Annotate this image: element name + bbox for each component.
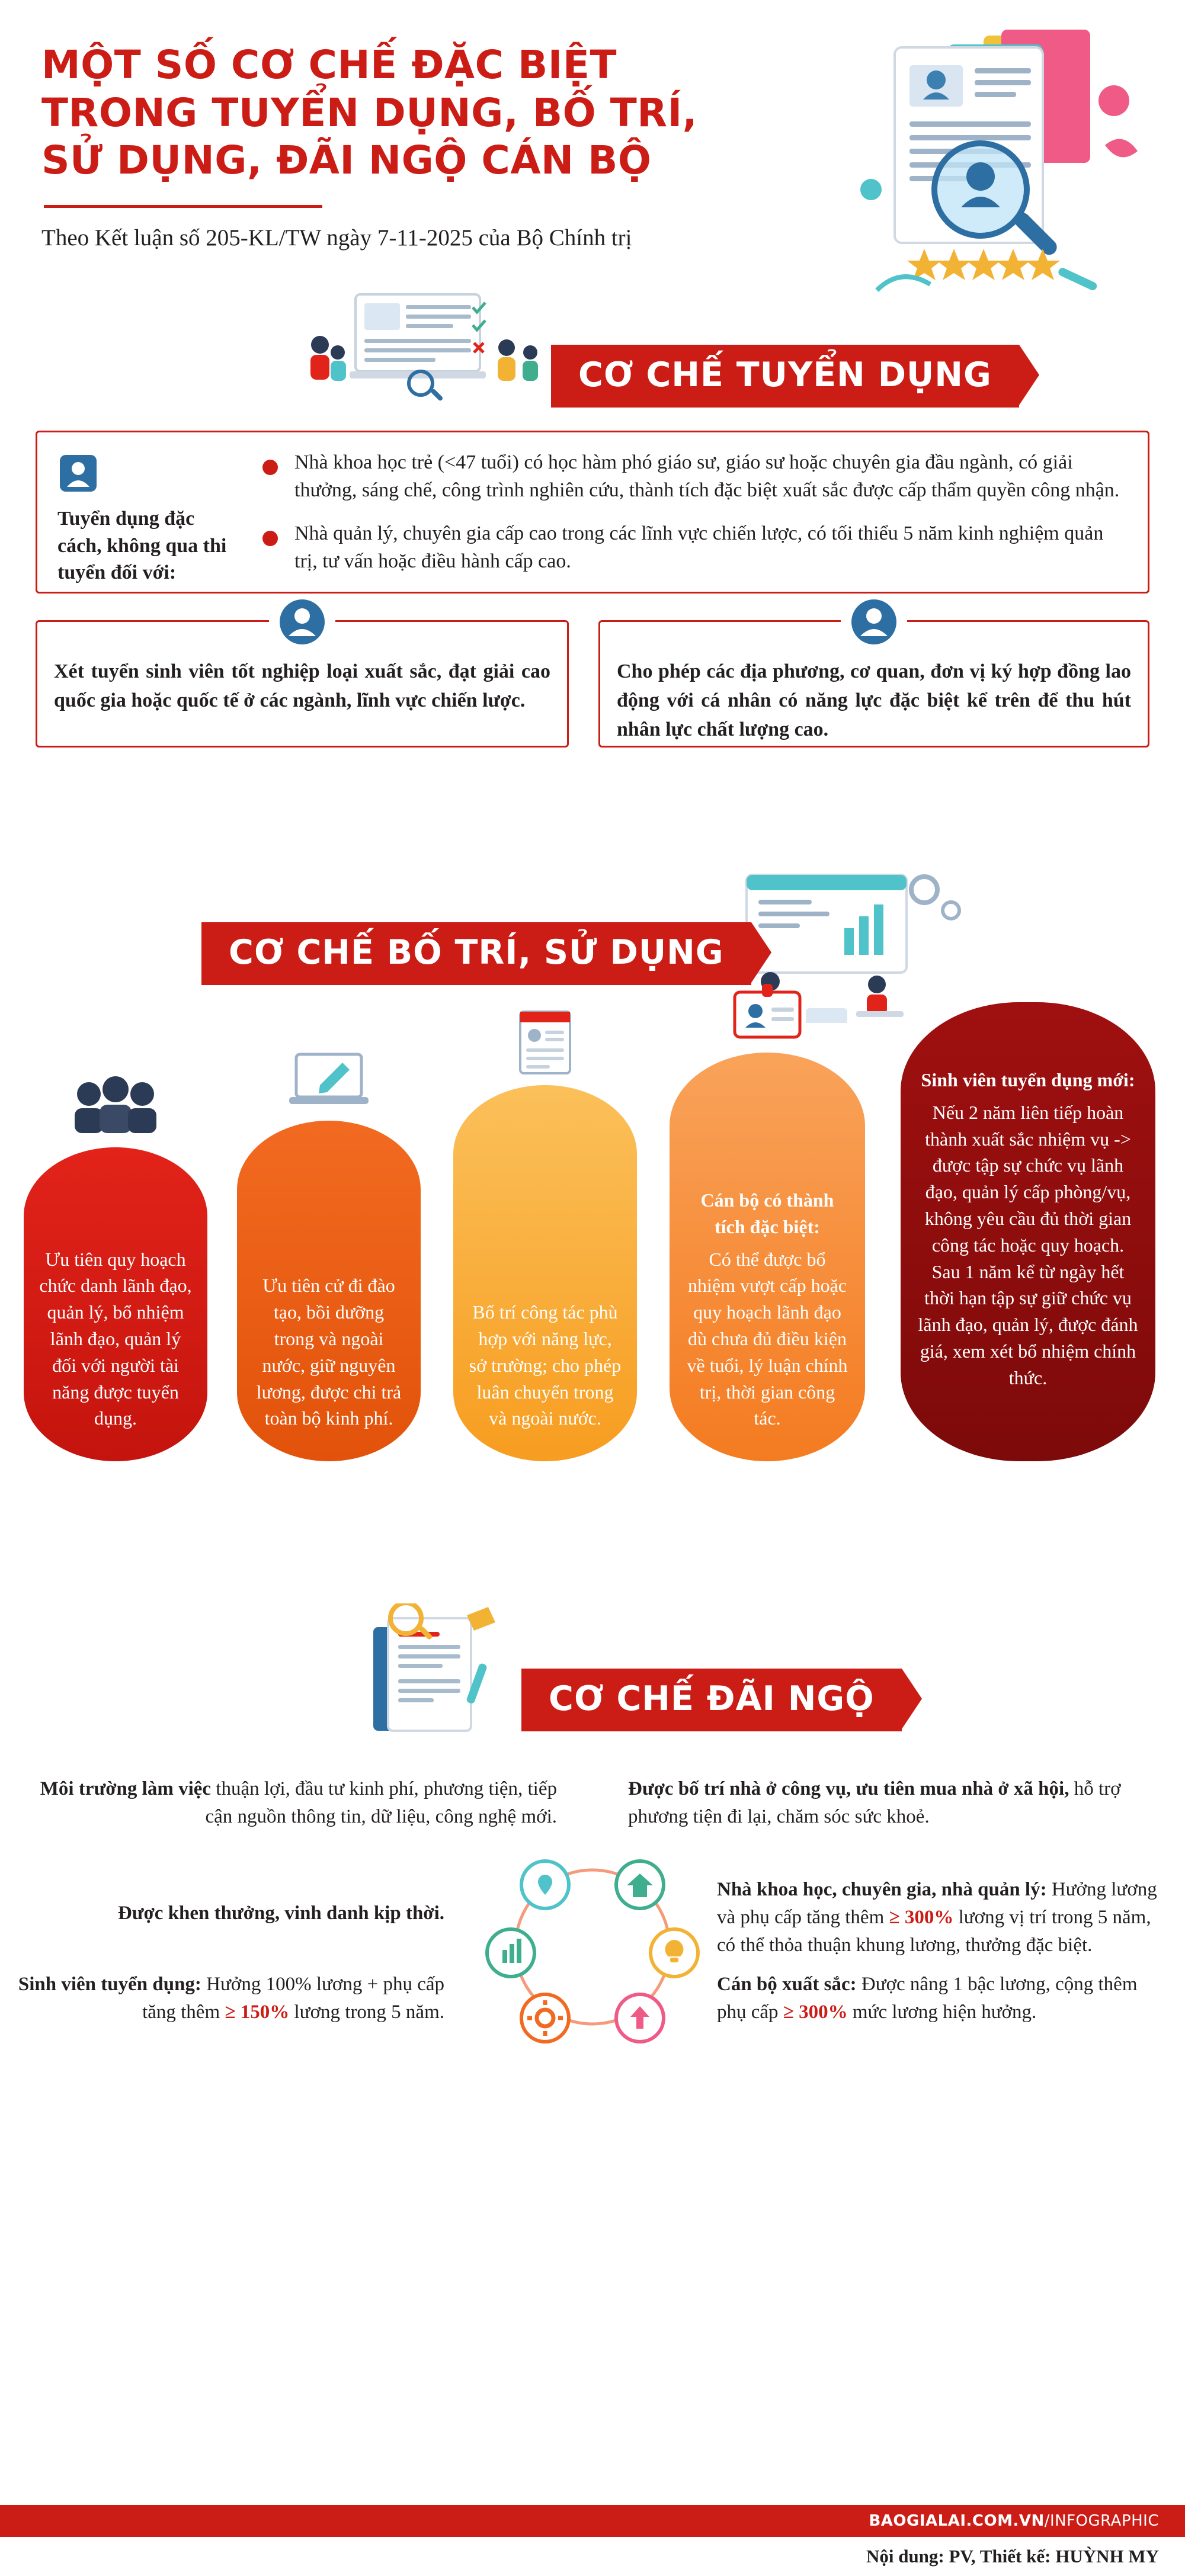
footer	[0, 2505, 1185, 2576]
placement-pill-4	[670, 1053, 865, 1461]
footer-tag: /INFOGRAPHIC	[1044, 2512, 1159, 2530]
benefit-lead: Cán bộ xuất sắc:	[717, 1974, 857, 1996]
bullet-item	[262, 520, 1128, 576]
pill-text: Nếu 2 năm liên tiếp hoàn thành xuất sắc nhiệm vụ -> được tập sự chức vụ lãnh đạo, quản lý cấp phòng/vụ, không yêu cầu đủ thời gian công tác hoặc quy hoạch. Sau 1 năm kể từ ngày hết thời hạn tập sự giữ chức vụ lãnh đạo, quản lý, được đánh giá, xem xét bổ nhiệm chính thức.	[918, 1101, 1138, 1388]
manager-avatar-icon	[841, 589, 907, 655]
placement-pill-5	[901, 1002, 1155, 1461]
benefit-housing	[628, 1775, 1149, 1831]
benefit-rest: thuận lợi, đầu tư kinh phí, phương tiện, tiếp cận nguồn thông tin, dữ liệu, công nghệ mới.	[205, 1778, 557, 1828]
title-line-2: TRONG TUYỂN DỤNG, BỐ TRÍ,	[41, 89, 698, 136]
benefit-highlight: ≥ 300%	[889, 1907, 954, 1929]
recruitment-main-box	[36, 431, 1149, 594]
banner-placement: CƠ CHẾ BỐ TRÍ, SỬ DỤNG	[201, 922, 751, 985]
recruitment-sub-text: Cho phép các địa phương, cơ quan, đơn vị ký hợp đồng lao động với cá nhân có năng lực đặc biệt kể trên để thu hút nhân lực chất lượng cao.	[617, 660, 1131, 741]
header	[0, 0, 1185, 253]
banner-benefits: CƠ CHẾ ĐÃI NGỘ	[521, 1669, 902, 1731]
recruitment-bullets	[262, 449, 1128, 591]
footer-bar	[0, 2505, 1185, 2537]
pill-text: Ưu tiên quy hoạch chức danh lãnh đạo, quản lý, bổ nhiệm lãnh đạo, quản lý đối với người tài năng được tuyển dụng.	[39, 1248, 192, 1429]
benefits-illustration	[332, 1603, 527, 1740]
pill-heading: Cán bộ có thành tích đặc biệt:	[700, 1189, 834, 1237]
benefit-lead: Nhà khoa học, chuyên gia, nhà quản lý:	[717, 1879, 1047, 1901]
recruitment-illustration	[284, 288, 557, 401]
benefit-work-environment	[24, 1775, 557, 1831]
bullet-item	[262, 449, 1128, 505]
title-block	[41, 41, 800, 253]
graduate-avatar-icon	[269, 589, 335, 655]
placement-pill-2	[237, 1121, 421, 1461]
benefit-lead: Được khen thưởng, vinh danh kịp thời.	[117, 1903, 444, 1924]
title-line-3: SỬ DỤNG, ĐÃI NGỘ CÁN BỘ	[41, 137, 652, 184]
benefit-highlight: ≥ 150%	[225, 2001, 290, 2023]
id-card-icon	[729, 983, 806, 1042]
bullet-text: Nhà khoa học trẻ (<47 tuổi) có học hàm phó giáo sư, giáo sư hoặc chuyên gia đầu ngành, có giải thưởng, sáng chế, công trình nghiên cứu, thành tích đặc biệt xuất sắc được cấp thẩm quyền công nhận.	[294, 451, 1120, 502]
pill-text: Bố trí công tác phù hợp với năng lực, sở trường; cho phép luân chuyển trong và ngoài nước.	[469, 1301, 622, 1429]
benefit-rest: hỗ trợ phương tiện đi lại, chăm sóc sức khoẻ.	[628, 1778, 1121, 1828]
recruitment-sub-text: Xét tuyển sinh viên tốt nghiệp loại xuất sắc, đạt giải cao quốc gia hoặc quốc tế ở các ngành, lĩnh vực chiến lược.	[54, 660, 550, 712]
pill-heading: Sinh viên tuyển dụng mới:	[921, 1069, 1135, 1090]
section-recruitment	[0, 288, 1185, 839]
bullet-dot-icon	[262, 460, 278, 475]
placement-pill-1	[24, 1147, 207, 1461]
benefit-students	[12, 1971, 444, 2026]
laptop-pen-icon	[284, 1044, 373, 1109]
benefit-lead: Sinh viên tuyển dụng:	[18, 1974, 201, 1996]
footer-site[interactable]: BAOGIALAI.COM.VN	[869, 2512, 1045, 2530]
recruitment-label-block	[57, 453, 235, 586]
benefit-reward	[24, 1900, 444, 1927]
recruitment-label: Tuyển dụng đặc cách, không qua thi tuyển đối với:	[57, 508, 227, 584]
benefit-highlight: ≥ 300%	[783, 2001, 848, 2023]
footer-credit: Nội dung: PV, Thiết kế: HUỲNH MY	[866, 2546, 1159, 2567]
person-badge-icon	[57, 453, 99, 494]
bullet-dot-icon	[262, 531, 278, 546]
benefit-lead: Môi trường làm việc	[40, 1778, 212, 1800]
benefit-rest: Hưởng 100% lương + phụ cấp tăng thêm	[142, 1974, 444, 2023]
pill-text: Có thể được bổ nhiệm vượt cấp hoặc quy hoạch lãnh đạo dù chưa đủ điều kiện về tuổi, lý luận chính trị, thời gian công tác.	[687, 1248, 848, 1429]
banner-benefits-wrap	[521, 1669, 902, 1731]
banner-placement-wrap	[201, 922, 751, 985]
benefit-lead: Được bố trí nhà ở công vụ, ưu tiên mua nhà ở xã hội,	[628, 1778, 1069, 1800]
recruitment-sub-box-contract	[598, 620, 1149, 748]
bullet-text: Nhà quản lý, chuyên gia cấp cao trong các lĩnh vực chiến lược, có tối thiểu 5 năm kinh nghiệm quản trị, tư vấn hoặc điều hành cấp cao.	[294, 522, 1104, 572]
section-placement	[0, 851, 1185, 1603]
section-benefits	[0, 1603, 1185, 2065]
benefit-scientists	[717, 1876, 1167, 1959]
pill-text: Ưu tiên cử đi đào tạo, bồi dưỡng trong và ngoài nước, giữ nguyên lương, được chi trả toàn bộ kinh phí.	[256, 1275, 402, 1429]
title-line-1: MỘT SỐ CƠ CHẾ ĐẶC BIỆT	[41, 42, 617, 88]
benefit-excellent-cadres	[717, 1971, 1167, 2026]
banner-recruitment-wrap	[551, 345, 1019, 408]
placement-pill-3	[453, 1085, 637, 1461]
recruitment-sub-box-students	[36, 620, 569, 748]
benefits-ring	[474, 1828, 711, 2065]
benefit-rest: Được nâng 1 bậc lương, cộng thêm phụ cấp	[717, 1974, 1138, 2023]
resume-icon	[510, 1008, 581, 1076]
benefit-tail: mức lương hiện hưởng.	[847, 2001, 1037, 2023]
benefit-tail: lương trong 5 năm.	[289, 2001, 444, 2023]
title-divider	[44, 205, 322, 208]
banner-recruitment: CƠ CHẾ TUYỂN DỤNG	[551, 345, 1019, 408]
benefit-tail: lương vị trí trong 5 năm, có thể thỏa thuận khung lương, thưởng đặc biệt.	[717, 1907, 1151, 1956]
three-people-icon	[65, 1070, 166, 1135]
subtitle: Theo Kết luận số 205-KL/TW ngày 7-11-2025 của Bộ Chính trị	[41, 224, 632, 251]
benefit-rest: Hưởng lương và phụ cấp tăng thêm	[717, 1879, 1157, 1929]
